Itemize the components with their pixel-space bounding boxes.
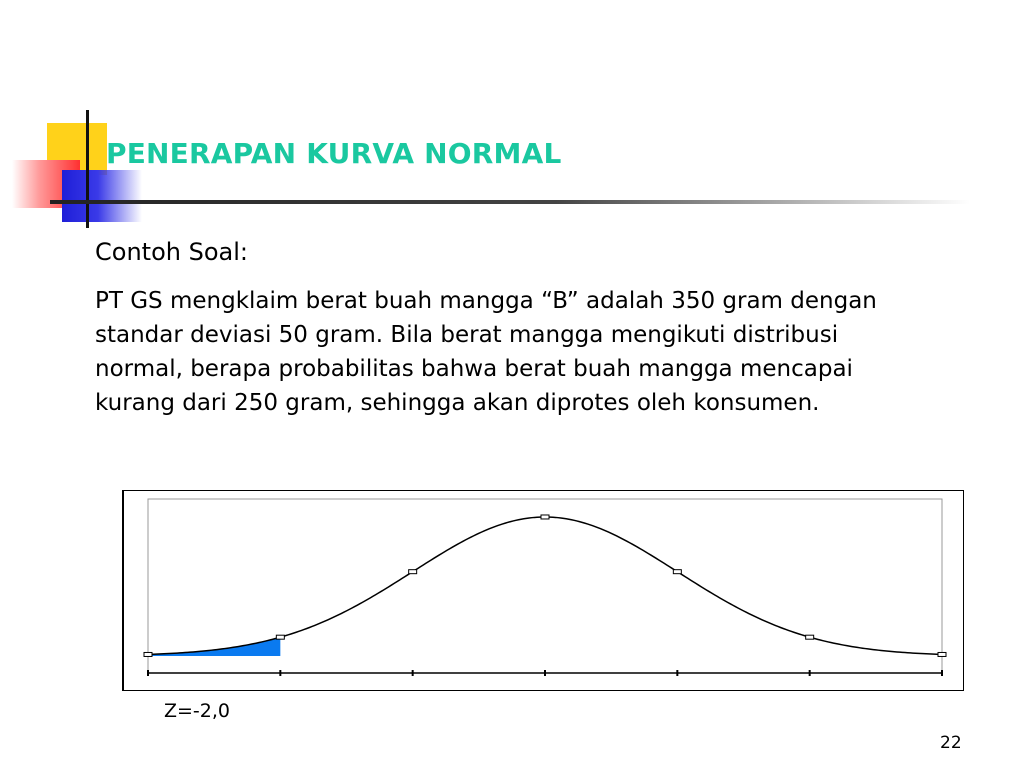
decor-blue-square [62,170,142,222]
slide-title: PENERAPAN KURVA NORMAL [106,137,562,170]
slide-content [95,238,895,420]
chart-frame [122,490,964,691]
normal-curve-chart [124,491,964,690]
problem-paragraph: PT GS mengklaim berat buah mangga “B” adalah 350 gram dengan standar deviasi 50 gram. Bila berat mangga mengikuti distribusi normal, berapa probabilitas bahwa berat buah mangga mencapai kurang dari 250 gram, sehingga akan diprotes oleh konsumen. [95,288,877,416]
normal-curve-line [148,517,942,654]
page-number: 22 [940,733,962,753]
curve-point-marker [276,635,284,639]
curve-point-marker [541,515,549,519]
curve-point-marker [806,635,814,639]
curve-point-marker [938,652,946,656]
curve-point-marker [144,652,152,656]
z-annotation: Z=-2,0 [164,700,231,722]
title-underline [50,200,970,204]
curve-point-marker [673,570,681,574]
curve-point-marker [409,570,417,574]
decor-vertical-line [86,110,89,228]
subheading: Contoh Soal: [95,238,248,266]
